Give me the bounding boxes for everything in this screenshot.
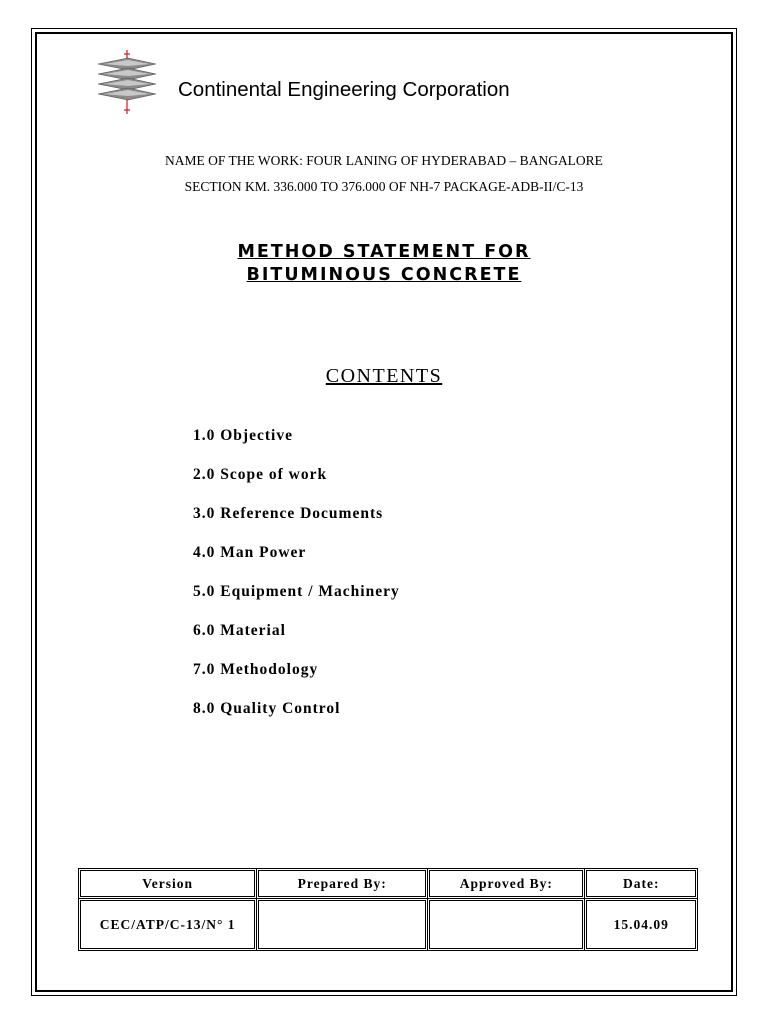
approved-by-cell (428, 899, 585, 951)
date-cell: 15.04.09 (585, 899, 698, 951)
contents-item: 8.0 Quality Control (193, 700, 341, 717)
work-section-line: SECTION KM. 336.000 TO 376.000 OF NH-7 PACKAGE-ADB-II/C-13 (184, 179, 584, 194)
contents-item: 2.0 Scope of work (193, 466, 328, 483)
contents-list (193, 427, 400, 739)
contents-item: 7.0 Methodology (193, 661, 319, 678)
contents-item: 3.0 Reference Documents (193, 505, 384, 522)
version-table (78, 868, 698, 951)
company-name: Continental Engineering Corporation (178, 78, 510, 101)
date-header: Date: (585, 869, 698, 899)
version-cell: CEC/ATP/C-13/N° 1 (79, 899, 257, 951)
approved-by-header: Approved By: (428, 869, 585, 899)
document-title-line-1: METHOD STATEMENT FOR (237, 242, 531, 262)
prepared-by-cell (257, 899, 428, 951)
prepared-by-header: Prepared By: (257, 869, 428, 899)
contents-heading: CONTENTS (325, 365, 443, 387)
work-name-line: NAME OF THE WORK: FOUR LANING OF HYDERABAD – BANGALORE (165, 153, 603, 168)
contents-item: 5.0 Equipment / Machinery (193, 583, 400, 600)
contents-item: 4.0 Man Power (193, 544, 307, 561)
contents-item: 6.0 Material (193, 622, 286, 639)
cec-stacked-plates-logo-icon (94, 48, 162, 116)
contents-item: 1.0 Objective (193, 427, 293, 444)
version-table-row (79, 899, 698, 951)
version-table-header-row (79, 869, 698, 899)
version-header: Version (79, 869, 257, 899)
document-title-line-2: BITUMINOUS CONCRETE (246, 265, 522, 285)
